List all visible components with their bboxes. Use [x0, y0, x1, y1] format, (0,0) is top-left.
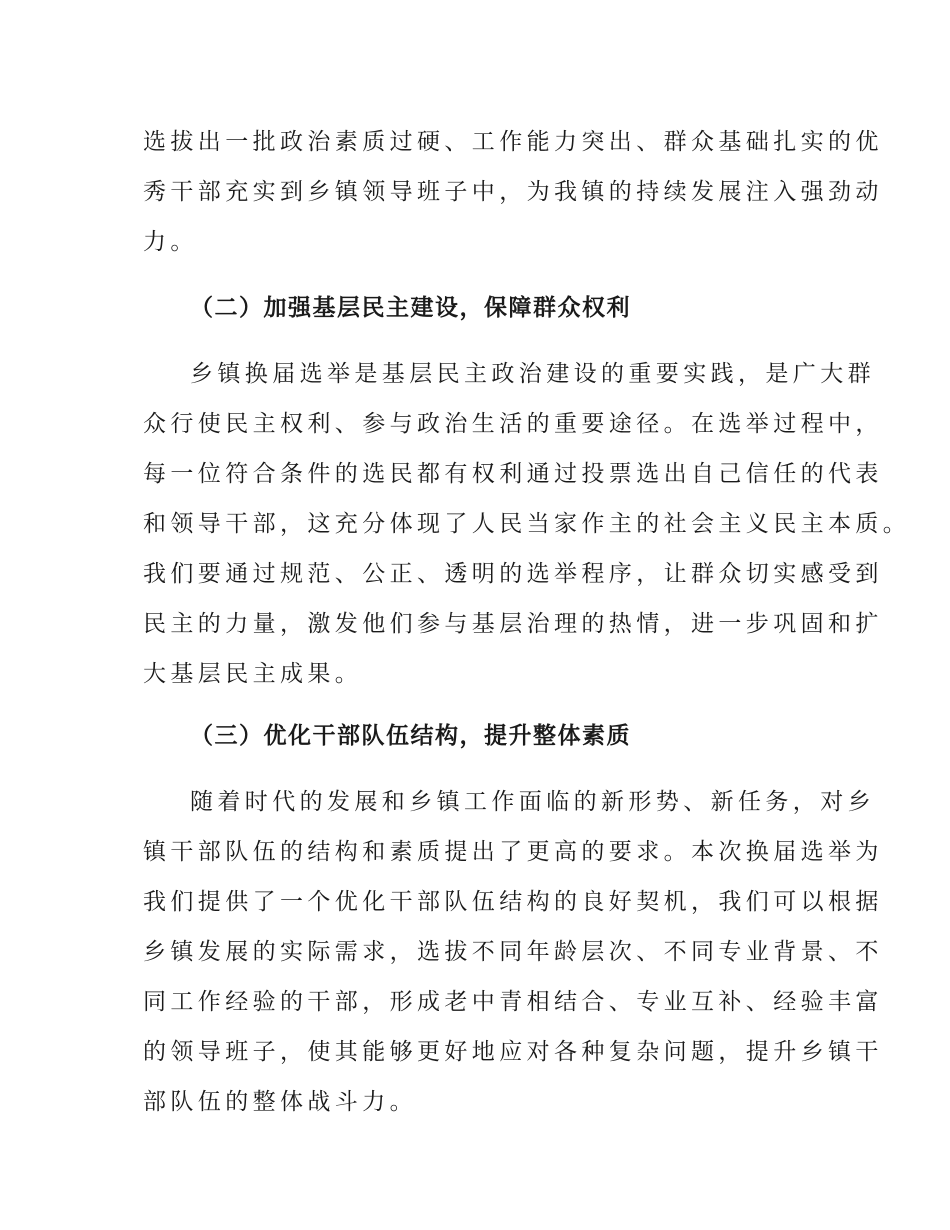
paragraph-line: 众行使民主权利、参与政治生活的重要途径。在选举过程中， — [143, 411, 883, 437]
paragraph-line: 我们提供了一个优化干部队伍结构的良好契机，我们可以根据 — [143, 889, 883, 915]
paragraph-line: 镇干部队伍的结构和素质提出了更高的要求。本次换届选举为 — [143, 839, 883, 865]
paragraph-line: 大基层民主成果。 — [143, 661, 363, 687]
paragraph-line: 同工作经验的干部，形成老中青相结合、专业互补、经验丰富 — [143, 989, 883, 1015]
paragraph-line: 和领导干部，这充分体现了人民当家作主的社会主义民主本质。 — [143, 511, 911, 537]
paragraph-line: 秀干部充实到乡镇领导班子中，为我镇的持续发展注入强劲动 — [143, 179, 883, 205]
paragraph-line: 每一位符合条件的选民都有权利通过投票选出自己信任的代表 — [143, 461, 883, 487]
paragraph-line: 民主的力量，激发他们参与基层治理的热情，进一步巩固和扩 — [143, 611, 883, 637]
paragraph-democracy — [143, 349, 911, 699]
paragraph-first-line: 随着时代的发展和乡镇工作面临的新形势、新任务，对乡 — [190, 789, 875, 815]
paragraph-line: 部队伍的整体战斗力。 — [143, 1089, 417, 1115]
paragraph-line: 力。 — [143, 229, 198, 255]
paragraph-line: 我们要通过规范、公正、透明的选举程序，让群众切实感受到 — [143, 561, 883, 587]
paragraph-first-line: 乡镇换届选举是基层民主政治建设的重要实践，是广大群 — [190, 361, 875, 387]
section-heading-2: （二）加强基层民主建设，保障群众权利 — [190, 295, 631, 321]
paragraph-continuation — [143, 117, 883, 267]
section-heading-3: （三）优化干部队伍结构，提升整体素质 — [190, 723, 631, 749]
paragraph-line: 的领导班子，使其能够更好地应对各种复杂问题，提升乡镇干 — [143, 1039, 883, 1065]
paragraph-line: 选拔出一批政治素质过硬、工作能力突出、群众基础扎实的优 — [143, 129, 883, 155]
paragraph-line: 乡镇发展的实际需求，选拔不同年龄层次、不同专业背景、不 — [143, 939, 883, 965]
paragraph-cadre-structure — [143, 777, 883, 1127]
